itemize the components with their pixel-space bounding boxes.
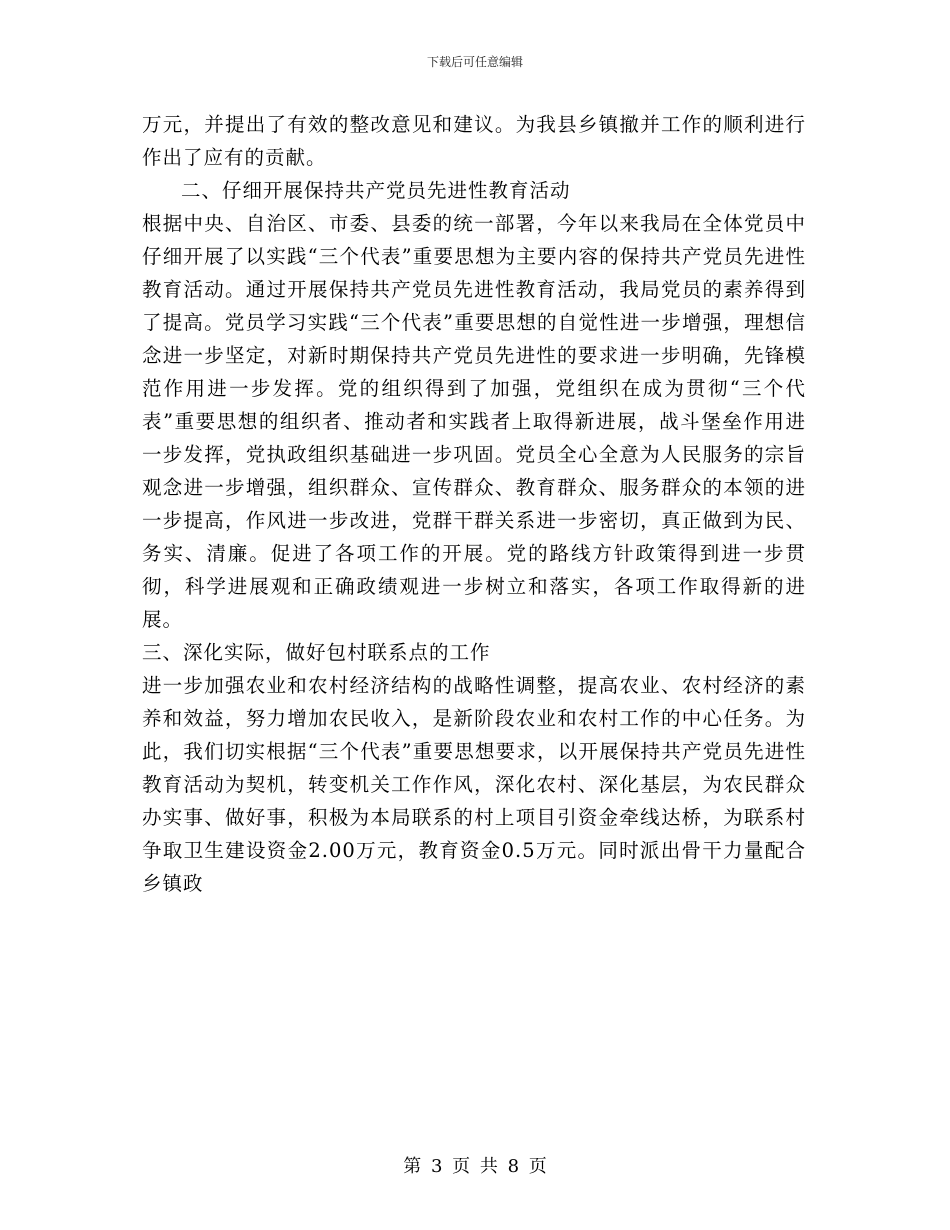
paragraph-education-activity: 根据中央、自治区、市委、县委的统一部署，今年以来我局在全体党员中仔细开展了以实践“三个代表”重要思想为主要内容的保持共产党员先进性教育活动。通过开展保持共产党员先进性教育活动，我局党员的素养得到了提高。党员学习实践“三个代表”重要思想的自觉性进一步增强，理想信念进一步坚定，对新时期保持共产党员先进性的要求进一步明确，先锋模范作用进一步发挥。党的组织得到了加强，党组织在成为贯彻“三个代表”重要思想的组织者、推动者和实践者上取得新进展，战斗堡垒作用进一步发挥，党执政组织基础进一步巩固。党员全心全意为人民服务的宗旨观念进一步增强，组织群众、宣传群众、教育群众、服务群众的本领的进一步提高，作风进一步改进，党群干群关系进一步密切，真正做到为民、务实、清廉。促进了各项工作的开展。党的路线方针政策得到进一步贯彻，科学进展观和正确政绩观进一步树立和落实，各项工作取得新的进展。 [142, 212, 806, 631]
document-body [142, 108, 806, 900]
section-heading-3: 三、深化实际，做好包村联系点的工作 [142, 641, 491, 664]
page-number-footer: 第 3 页 共 8 页 [403, 1156, 547, 1177]
paragraph-continuation: 万元，并提出了有效的整改意见和建议。为我县乡镇撤并工作的顺利进行作出了应有的贡献。 [142, 113, 806, 169]
section-heading-2: 二、仔细开展保持共产党员先进性教育活动 [181, 179, 571, 202]
page-header: 下载后可任意编辑 [426, 55, 523, 69]
paragraph-village-contact: 进一步加强农业和农村经济结构的战略性调整，提高农业、农村经济的素养和效益，努力增加农民收入，是新阶段农业和农村工作的中心任务。为此，我们切实根据“三个代表”重要思想要求，以开展保持共产党员先进性教育活动为契机，转变机关工作作风，深化农村、深化基层，为农民群众办实事、做好事，积极为本局联系的村上项目引资金牵线达桥，为联系村争取卫生建设资金2.00万元，教育资金0.5万元。同时派出骨干力量配合乡镇政 [142, 674, 806, 895]
